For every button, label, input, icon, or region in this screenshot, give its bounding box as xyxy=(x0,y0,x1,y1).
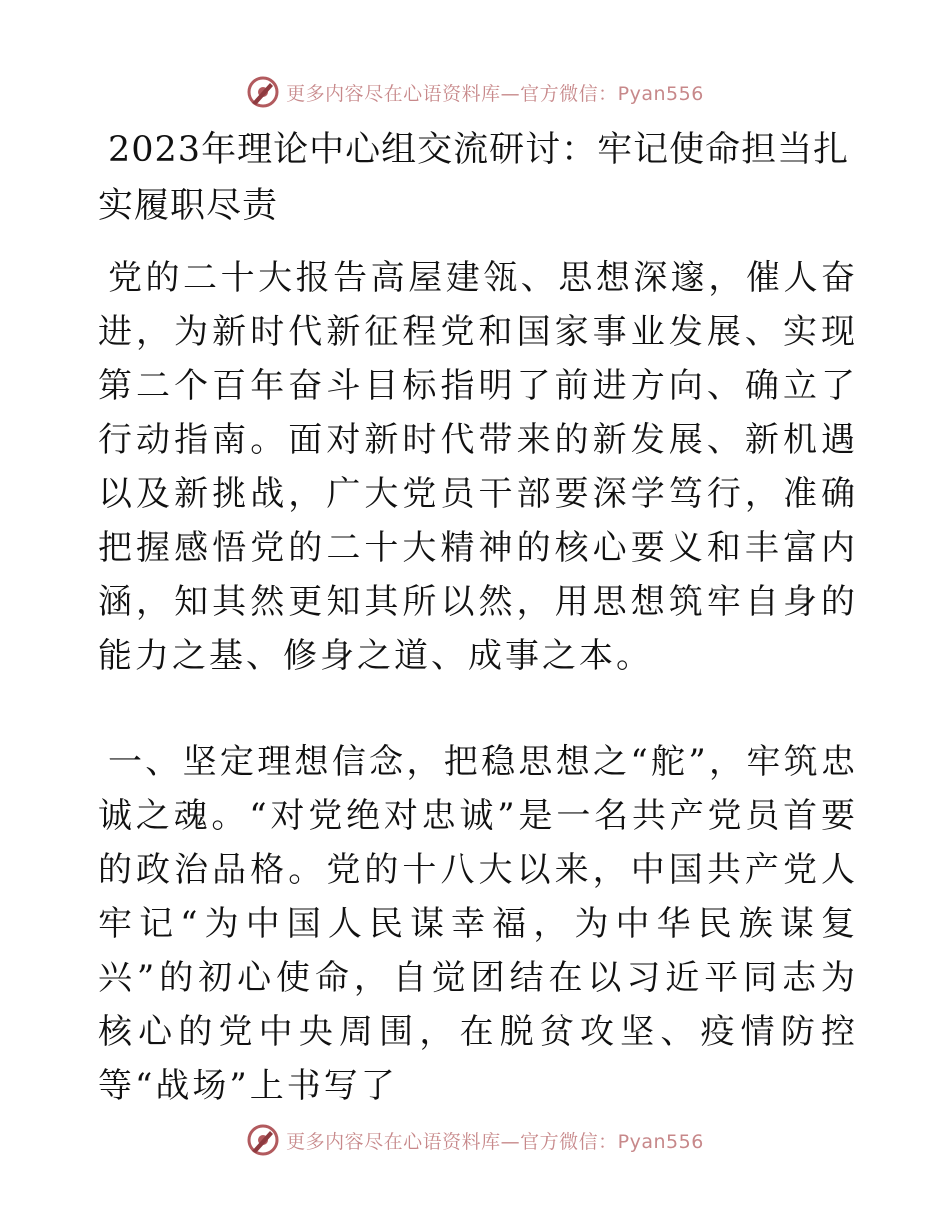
document-title: 2023年理论中心组交流研讨：牢记使命担当扎实履职尽责 xyxy=(98,130,850,226)
paragraph-section-one: 一、坚定理想信念，把稳思想之“舵”，牢筑忠诚之魂。“对党绝对忠诚”是一名共产党员首要的政治品格。党的十八大以来，中国共产党人牢记“为中国人民谋幸福，为中华民族谋复兴”的初心使命，自觉团结在以习近平同志为核心的党中央周围，在脱贫攻坚、疫情防控等“战场”上书写了 xyxy=(98,742,858,1106)
footer-watermark xyxy=(0,1120,950,1160)
header-watermark xyxy=(0,72,950,112)
quill-logo-icon xyxy=(246,1123,280,1157)
quill-logo-icon xyxy=(246,75,280,109)
paragraph-intro: 党的二十大报告高屋建瓴、思想深邃，催人奋进，为新时代新征程党和国家事业发展、实现第二个百年奋斗目标指明了前进方向、确立了行动指南。面对新时代带来的新发展、新机遇以及新挑战，广大党员干部要深学笃行，准确把握感悟党的二十大精神的核心要义和丰富内涵，知其然更知其所以然，用思想筑牢自身的能力之基、修身之道、成事之本。 xyxy=(98,258,858,676)
watermark-text: 更多内容尽在心语资料库—官方微信：Pyan556 xyxy=(286,1130,704,1153)
watermark-text: 更多内容尽在心语资料库—官方微信：Pyan556 xyxy=(286,82,704,105)
